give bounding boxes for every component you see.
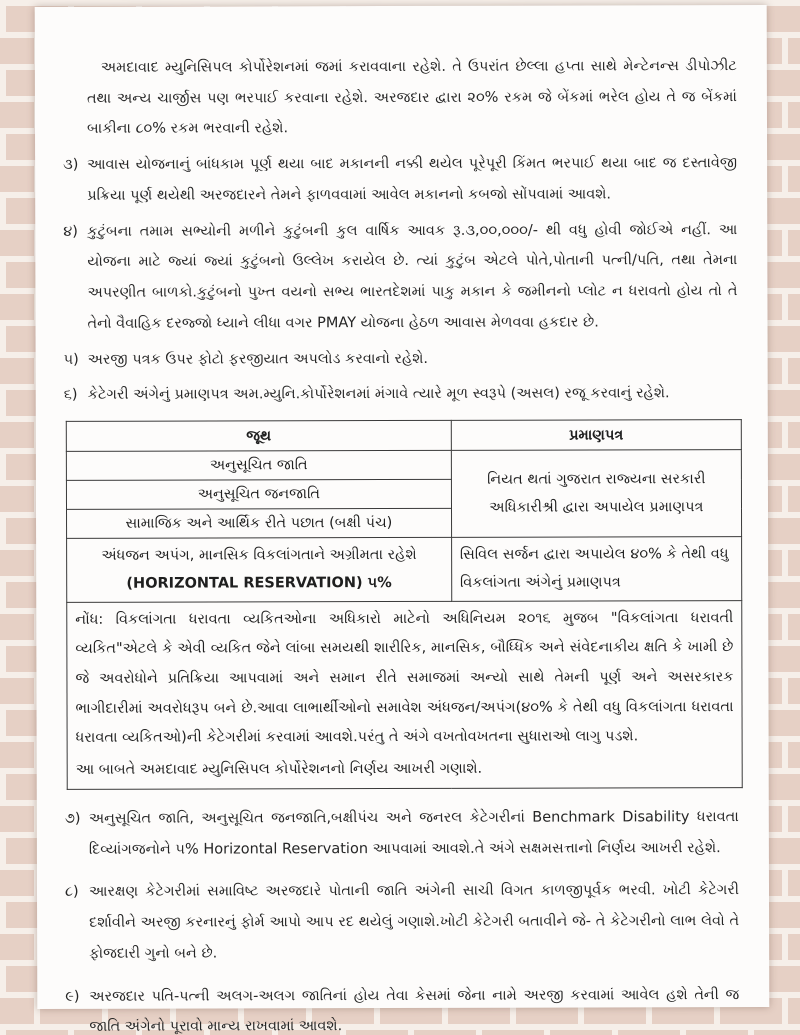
item-number-9: ૯) bbox=[65, 988, 80, 1005]
list-item-3 bbox=[63, 148, 737, 211]
disability-line2: (HORIZONTAL RESERVATION) ૫% bbox=[126, 575, 392, 593]
item-number-7: ૭) bbox=[64, 810, 81, 827]
disability-group-cell bbox=[67, 537, 452, 602]
disability-certificate-cell: સિવિલ સર્જન દ્વારા અપાયેલ ૪૦% કે તેથી વધુ વિકલાંગતા અંગેનું પ્રમાણપત્ર bbox=[451, 537, 741, 601]
item-number-5: ૫) bbox=[63, 351, 79, 368]
list-item-8 bbox=[65, 876, 739, 970]
document-page bbox=[35, 5, 770, 1035]
group-st: અનુસૂચિત જનજાતિ bbox=[66, 479, 451, 509]
table-row bbox=[66, 450, 741, 481]
list-item-9 bbox=[65, 980, 739, 1035]
table-note-row bbox=[67, 600, 742, 789]
group-sc: અનુસૂચિત જાતિ bbox=[66, 450, 451, 480]
note-text: નોંધ: વિકલાંગતા ધરાવતા વ્યકિતઓના અધિકારો માટેનો અધિનિયમ ૨૦૧૬ મુજબ "વિકલાંગતા ધરાવતી વ્યકિત"એટલે કે એવી વ્યકિત જેને લાંબા સમયથી શારીરિક, માનસિક, બૌધ્ધિક અને સંવેદનાકીય ક્ષતિ કે ખામી છે જે અવરોધોને પ્રતિક્રિયા આપવામાં અને સમાન રીતે સમાજમાં અન્યો સાથે તેમની પૂર્ણ અને અસરકારક ભાગીદારીમાં અવરોધરૂપ બને છે.આવા લાભાર્થીઓનો સમાવેશ અંધજન/અપંગ(૪૦% કે તેથી વધુ વિકલાંગતા ધરાવતા ધરાવતા વ્યકિતઓ)ની કેટેગરીમાં કરવામાં આવશે.પરંતુ તે અંગે વખતોવખતના સુધારાઓ લાગુ પડશે. bbox=[75, 609, 734, 747]
list-item-4 bbox=[63, 215, 737, 340]
group-sebc: સામાજિક અને આર્થિક રીતે પછાત (બક્ષી પંચ) bbox=[67, 508, 452, 538]
item-text-9: અરજદાર પતિ-પત્ની અલગ-અલગ જાતિનાં હોય તેવા કેસમાં જેના નામે અરજી કરવામાં આવેલ હશે તેની જ જાતિ અંગેનો પૂરાવો માન્ય રાખવામાં આવશે. bbox=[89, 986, 740, 1035]
item-text-3: આવાસ યોજનાનું બાંધકામ પૂર્ણ થયા બાદ મકાનની નક્કી થયેલ પૂરેપૂરી કિંમત ભરપાઈ થયા બાદ જ દસ્તાવેજી પ્રક્રિયા પૂર્ણ થયેથી અરજદારને તેમને ફાળવવામાં આવેલ મકાનનો કબજો સોંપવામાં આવશે. bbox=[87, 155, 738, 204]
item-text-4: કુટુંબના તમામ સભ્યોની મળીને કુટુંબની કુલ વાર્ષિક આવક રૂ.૩,૦૦,૦૦૦/- થી વધુ હોવી જોઈએ નહીં. આ યોજના માટે જ્યાં જ્યાં કુટુંબનો ઉલ્લેખ કરાયેલ છે. ત્યાં કુટુંબ એટલે પોતે,પોતાની પત્ની/પતિ, તથા તેમના અપરણીત બાળકો.કુટુંબનો પુખ્ત વયનો સભ્ય ભારતદેશમાં પાકુ મકાન કે જમીનનો પ્લોટ ન ધરાવતો હોય તો તે તેનો વૈવાહિક દરજ્જો ધ્યાને લીધા વગર PMAY યોજના હેઠળ આવાસ મેળવવા હકદાર છે. bbox=[87, 221, 738, 332]
certificate-table bbox=[66, 419, 743, 790]
header-certificate: પ્રમાણપત્ર bbox=[451, 420, 741, 451]
item-text-8: આરક્ષણ કેટેગરીમાં સમાવિષ્ટ અરજદારે પોતાની જાતિ અંગેની સાચી વિગત કાળજીપૂર્વક ભરવી. ખોટી કેટેગરી દર્શાવીને અરજી કરનારનું ફોર્મ આપો આપ રદ થયેલું ગણાશે.ખોટી કેટેગરી બતાવીને જે- તે કેટેગરીનો લાભ લેવો તે ફોજદારી ગુનો બને છે. bbox=[88, 882, 740, 962]
disability-line1: અંધજન અપંગ, માનસિક વિકલાંગતાને અગ્રીમતા રહેશે bbox=[101, 547, 417, 564]
after-table-section bbox=[65, 802, 740, 1035]
item-number-4: ૪) bbox=[63, 223, 78, 240]
table-header-row bbox=[66, 420, 741, 452]
item-number-6: ૬) bbox=[63, 387, 78, 404]
item-text-7: અનુસૂચિત જાતિ, અનુસૂચિત જનજાતિ,બક્ષીપંચ અને જનરલ કેટેગરીનાં Benchmark Disability ધરાવતા દિવ્યાંગજનોને ૫% Horizontal Reservation આપવામાં આવશે.તે અંગે સક્ષમસત્તાનો નિર્ણય આખરી રહેશે. bbox=[88, 809, 739, 858]
header-group: જૂથ bbox=[66, 420, 451, 451]
item-text-5: અરજી પત્રક ઉપર ફોટો ફરજીયાત અપલોડ કરવાનો રહેશે. bbox=[87, 350, 429, 368]
item-number-3: ૩) bbox=[63, 157, 79, 174]
list-item-7 bbox=[65, 802, 739, 865]
list-item-5 bbox=[64, 343, 738, 375]
certificate-merged-cell: નિયત થતાં ગુજરાત રાજ્યના સરકારી અધિકારીશ્રી દ્વારા અપાયેલ પ્રમાણપત્ર bbox=[451, 450, 741, 538]
note-final-line: આ બાબતે અમદાવાદ મ્યુનિસિપલ કોર્પોરેશનનો નિર્ણય આખરી ગણાશે. bbox=[75, 760, 483, 779]
item-text-6: કેટેગરી અંગેનું પ્રમાણપત્ર અમ.મ્યુનિ.કોર્પોરેશનમાં મંગાવે ત્યારે મૂળ સ્વરૂપે (અસલ) રજૂ કરવાનું રહેશે. bbox=[87, 385, 670, 404]
intro-paragraph: અમદાવાદ મ્યુનિસિપલ કોર્પોરેશનમાં જમાં કરાવવાના રહેશે. તે ઉપરાંત છેલ્લા હપ્તા સાથે મેન્ટેનન્સ ડીપોઝીટ તથા અન્ય ચાર્જીસ પણ ભરપાઈ કરવાના રહેશે. અરજદાર દ્વારા ૨૦% રકમ જે બેંકમાં ભરેલ હોય તે જ બેંકમાં બાકીના ૮૦% રકમ ભરવાની રહેશે. bbox=[86, 58, 737, 138]
list-item-6 bbox=[64, 378, 738, 410]
item-number-8: ૮) bbox=[64, 884, 79, 901]
note-cell bbox=[67, 600, 742, 789]
table-row bbox=[67, 537, 742, 602]
